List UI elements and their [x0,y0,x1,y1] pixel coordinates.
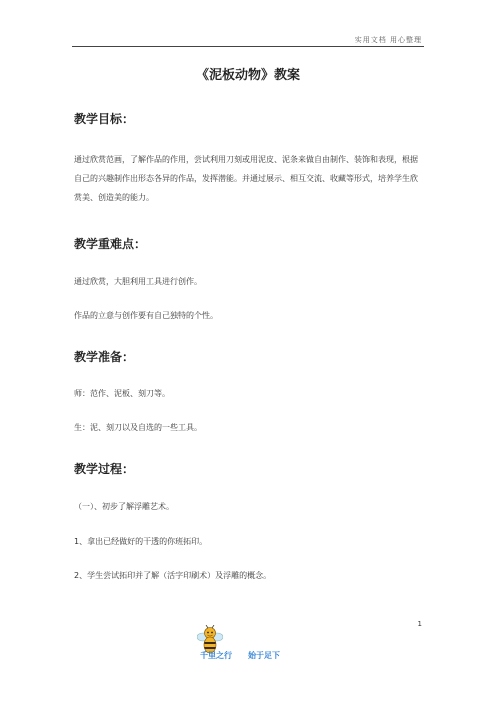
page-number: 1 [417,620,422,628]
header-text: 实用文档 用心整理 [354,36,422,44]
heading-process: 教学过程： [74,462,135,476]
heading-goals: 教学目标： [74,112,135,126]
key-points-paragraph-1: 通过欣赏，大胆利用工具进行创作。 [74,277,202,286]
footer-slogan [200,650,296,661]
page-title: 《泥板动物》教案 [195,68,300,83]
key-points-paragraph-2: 作品的立意与创作要有自己独特的个性。 [74,311,218,320]
process-paragraph-1: （一）、初步了解浮雕艺术。 [74,502,174,511]
goals-paragraph: 通过欣赏范画，了解作品的作用，尝试利用刀刻或用泥皮、泥条来做自由制作、装饰和表现，根据自己的兴趣制作出形态各异的作品，发挥潜能。并通过展示、相互交流、收藏等形式，培养学生欣赏美、创造美的能力。 [74,155,418,202]
heading-preparation: 教学准备： [74,350,135,364]
footer-slogan-left: 千里之行 [200,651,232,660]
footer-slogan-right: 始于足下 [248,651,280,660]
process-paragraph-3: 2、学生尝试拓印并了解（活字印刷术）及浮雕的概念。 [74,571,272,580]
heading-key-points: 教学重难点： [74,237,147,251]
preparation-paragraph-1: 师：范作、泥板、刻刀等。 [74,389,170,398]
preparation-paragraph-2: 生：泥、刻刀以及自选的一些工具。 [74,423,202,432]
process-paragraph-2: 1、拿出已经做好的干透的你班拓印。 [74,537,208,546]
header-divider [72,46,424,47]
